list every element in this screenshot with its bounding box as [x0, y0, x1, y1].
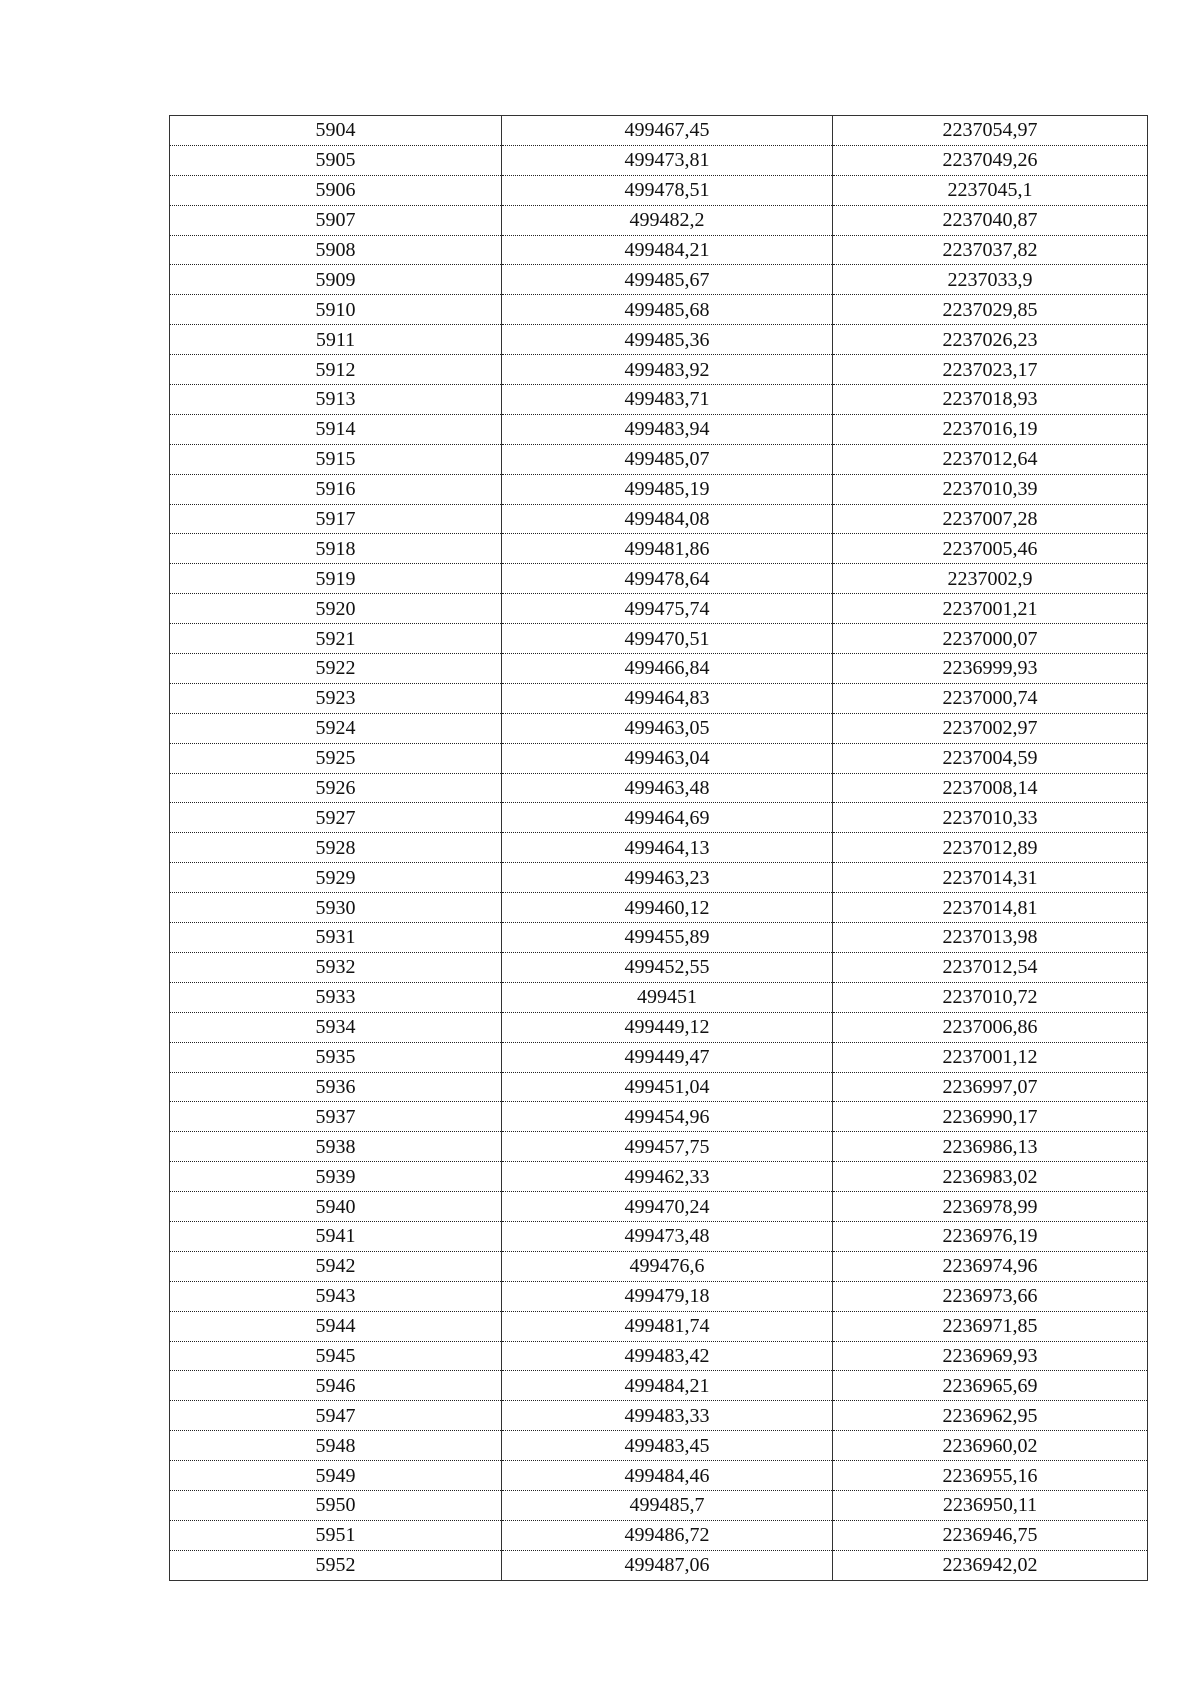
point-number-cell: 5951 [170, 1520, 502, 1550]
table-row [170, 803, 1148, 833]
point-number-cell: 5937 [170, 1102, 502, 1132]
y-coordinate-cell: 2237007,28 [833, 504, 1148, 534]
y-coordinate-cell: 2237016,19 [833, 414, 1148, 444]
y-coordinate-cell: 2237045,1 [833, 175, 1148, 205]
table-row [170, 654, 1148, 684]
point-number-cell: 5947 [170, 1401, 502, 1431]
point-number-cell: 5908 [170, 235, 502, 265]
x-coordinate-cell: 499449,12 [502, 1012, 833, 1042]
point-number-cell: 5919 [170, 564, 502, 594]
point-number-cell: 5938 [170, 1132, 502, 1162]
y-coordinate-cell: 2236955,16 [833, 1461, 1148, 1491]
table-row [170, 923, 1148, 953]
y-coordinate-cell: 2237002,9 [833, 564, 1148, 594]
point-number-cell: 5929 [170, 863, 502, 893]
table-row [170, 205, 1148, 235]
table-row [170, 444, 1148, 474]
table-row [170, 1431, 1148, 1461]
y-coordinate-cell: 2236942,02 [833, 1550, 1148, 1580]
table-row [170, 1192, 1148, 1222]
y-coordinate-cell: 2237049,26 [833, 145, 1148, 175]
point-number-cell: 5945 [170, 1341, 502, 1371]
point-number-cell: 5949 [170, 1461, 502, 1491]
x-coordinate-cell: 499467,45 [502, 116, 833, 146]
table-row [170, 295, 1148, 325]
table-row [170, 1251, 1148, 1281]
y-coordinate-cell: 2236971,85 [833, 1311, 1148, 1341]
y-coordinate-cell: 2237037,82 [833, 235, 1148, 265]
y-coordinate-cell: 2236999,93 [833, 654, 1148, 684]
x-coordinate-cell: 499482,2 [502, 205, 833, 235]
table-row [170, 235, 1148, 265]
point-number-cell: 5913 [170, 385, 502, 415]
point-number-cell: 5921 [170, 624, 502, 654]
x-coordinate-cell: 499481,74 [502, 1311, 833, 1341]
table-row [170, 1012, 1148, 1042]
point-number-cell: 5946 [170, 1371, 502, 1401]
x-coordinate-cell: 499483,45 [502, 1431, 833, 1461]
y-coordinate-cell: 2236969,93 [833, 1341, 1148, 1371]
x-coordinate-cell: 499473,48 [502, 1221, 833, 1251]
table-row [170, 385, 1148, 415]
point-number-cell: 5911 [170, 325, 502, 355]
x-coordinate-cell: 499470,51 [502, 624, 833, 654]
point-number-cell: 5925 [170, 743, 502, 773]
x-coordinate-cell: 499485,7 [502, 1490, 833, 1520]
x-coordinate-cell: 499485,36 [502, 325, 833, 355]
point-number-cell: 5904 [170, 116, 502, 146]
table-row [170, 175, 1148, 205]
x-coordinate-cell: 499466,84 [502, 654, 833, 684]
table-row [170, 683, 1148, 713]
table-row [170, 355, 1148, 385]
table-row [170, 1490, 1148, 1520]
point-number-cell: 5910 [170, 295, 502, 325]
x-coordinate-cell: 499483,42 [502, 1341, 833, 1371]
table-row [170, 504, 1148, 534]
y-coordinate-cell: 2236962,95 [833, 1401, 1148, 1431]
y-coordinate-cell: 2237004,59 [833, 743, 1148, 773]
table-row [170, 1461, 1148, 1491]
y-coordinate-cell: 2237005,46 [833, 534, 1148, 564]
x-coordinate-cell: 499481,86 [502, 534, 833, 564]
x-coordinate-cell: 499484,21 [502, 1371, 833, 1401]
table-row [170, 1042, 1148, 1072]
table-row [170, 833, 1148, 863]
y-coordinate-cell: 2237008,14 [833, 773, 1148, 803]
point-number-cell: 5918 [170, 534, 502, 564]
y-coordinate-cell: 2237000,74 [833, 683, 1148, 713]
point-number-cell: 5922 [170, 654, 502, 684]
x-coordinate-cell: 499484,46 [502, 1461, 833, 1491]
point-number-cell: 5924 [170, 713, 502, 743]
table-row [170, 1102, 1148, 1132]
point-number-cell: 5930 [170, 893, 502, 923]
x-coordinate-cell: 499462,33 [502, 1162, 833, 1192]
point-number-cell: 5950 [170, 1490, 502, 1520]
point-number-cell: 5928 [170, 833, 502, 863]
y-coordinate-cell: 2236946,75 [833, 1520, 1148, 1550]
y-coordinate-cell: 2237033,9 [833, 265, 1148, 295]
table-row [170, 145, 1148, 175]
x-coordinate-cell: 499483,71 [502, 385, 833, 415]
x-coordinate-cell: 499478,64 [502, 564, 833, 594]
x-coordinate-cell: 499483,94 [502, 414, 833, 444]
table-row [170, 1520, 1148, 1550]
point-number-cell: 5935 [170, 1042, 502, 1072]
table-row [170, 713, 1148, 743]
table-row [170, 1311, 1148, 1341]
y-coordinate-cell: 2236974,96 [833, 1251, 1148, 1281]
table-row [170, 982, 1148, 1012]
point-number-cell: 5920 [170, 594, 502, 624]
x-coordinate-cell: 499463,05 [502, 713, 833, 743]
x-coordinate-cell: 499483,92 [502, 355, 833, 385]
point-number-cell: 5905 [170, 145, 502, 175]
point-number-cell: 5941 [170, 1221, 502, 1251]
x-coordinate-cell: 499451 [502, 982, 833, 1012]
x-coordinate-cell: 499485,68 [502, 295, 833, 325]
x-coordinate-cell: 499452,55 [502, 952, 833, 982]
point-number-cell: 5927 [170, 803, 502, 833]
table-row [170, 564, 1148, 594]
table-row [170, 863, 1148, 893]
x-coordinate-cell: 499486,72 [502, 1520, 833, 1550]
x-coordinate-cell: 499464,83 [502, 683, 833, 713]
y-coordinate-cell: 2236976,19 [833, 1221, 1148, 1251]
table-row [170, 773, 1148, 803]
x-coordinate-cell: 499485,67 [502, 265, 833, 295]
point-number-cell: 5915 [170, 444, 502, 474]
y-coordinate-cell: 2237040,87 [833, 205, 1148, 235]
y-coordinate-cell: 2237013,98 [833, 923, 1148, 953]
x-coordinate-cell: 499457,75 [502, 1132, 833, 1162]
y-coordinate-cell: 2236973,66 [833, 1281, 1148, 1311]
table-row [170, 1341, 1148, 1371]
coordinates-table [169, 115, 1148, 1581]
point-number-cell: 5942 [170, 1251, 502, 1281]
y-coordinate-cell: 2237012,64 [833, 444, 1148, 474]
y-coordinate-cell: 2237006,86 [833, 1012, 1148, 1042]
y-coordinate-cell: 2237054,97 [833, 116, 1148, 146]
y-coordinate-cell: 2236965,69 [833, 1371, 1148, 1401]
y-coordinate-cell: 2237014,31 [833, 863, 1148, 893]
point-number-cell: 5931 [170, 923, 502, 953]
y-coordinate-cell: 2237023,17 [833, 355, 1148, 385]
point-number-cell: 5944 [170, 1311, 502, 1341]
y-coordinate-cell: 2236960,02 [833, 1431, 1148, 1461]
x-coordinate-cell: 499485,07 [502, 444, 833, 474]
x-coordinate-cell: 499451,04 [502, 1072, 833, 1102]
x-coordinate-cell: 499464,69 [502, 803, 833, 833]
point-number-cell: 5912 [170, 355, 502, 385]
x-coordinate-cell: 499470,24 [502, 1192, 833, 1222]
y-coordinate-cell: 2237001,12 [833, 1042, 1148, 1072]
x-coordinate-cell: 499455,89 [502, 923, 833, 953]
table-row [170, 1371, 1148, 1401]
table-row [170, 414, 1148, 444]
y-coordinate-cell: 2237026,23 [833, 325, 1148, 355]
table-row [170, 325, 1148, 355]
point-number-cell: 5939 [170, 1162, 502, 1192]
point-number-cell: 5914 [170, 414, 502, 444]
y-coordinate-cell: 2237010,33 [833, 803, 1148, 833]
x-coordinate-cell: 499476,6 [502, 1251, 833, 1281]
y-coordinate-cell: 2236986,13 [833, 1132, 1148, 1162]
point-number-cell: 5934 [170, 1012, 502, 1042]
point-number-cell: 5917 [170, 504, 502, 534]
y-coordinate-cell: 2237010,39 [833, 474, 1148, 504]
x-coordinate-cell: 499475,74 [502, 594, 833, 624]
x-coordinate-cell: 499483,33 [502, 1401, 833, 1431]
y-coordinate-cell: 2236950,11 [833, 1490, 1148, 1520]
x-coordinate-cell: 499485,19 [502, 474, 833, 504]
x-coordinate-cell: 499479,18 [502, 1281, 833, 1311]
x-coordinate-cell: 499484,08 [502, 504, 833, 534]
x-coordinate-cell: 499463,48 [502, 773, 833, 803]
point-number-cell: 5923 [170, 683, 502, 713]
y-coordinate-cell: 2236997,07 [833, 1072, 1148, 1102]
y-coordinate-cell: 2237012,54 [833, 952, 1148, 982]
y-coordinate-cell: 2236983,02 [833, 1162, 1148, 1192]
table-row [170, 1221, 1148, 1251]
x-coordinate-cell: 499487,06 [502, 1550, 833, 1580]
y-coordinate-cell: 2237018,93 [833, 385, 1148, 415]
y-coordinate-cell: 2236990,17 [833, 1102, 1148, 1132]
point-number-cell: 5907 [170, 205, 502, 235]
x-coordinate-cell: 499463,23 [502, 863, 833, 893]
table-row [170, 1401, 1148, 1431]
x-coordinate-cell: 499463,04 [502, 743, 833, 773]
point-number-cell: 5943 [170, 1281, 502, 1311]
x-coordinate-cell: 499464,13 [502, 833, 833, 863]
point-number-cell: 5936 [170, 1072, 502, 1102]
table-row [170, 594, 1148, 624]
y-coordinate-cell: 2237002,97 [833, 713, 1148, 743]
table-row [170, 893, 1148, 923]
x-coordinate-cell: 499484,21 [502, 235, 833, 265]
y-coordinate-cell: 2237010,72 [833, 982, 1148, 1012]
table-row [170, 1281, 1148, 1311]
table-row [170, 1162, 1148, 1192]
point-number-cell: 5940 [170, 1192, 502, 1222]
x-coordinate-cell: 499454,96 [502, 1102, 833, 1132]
table-row [170, 1072, 1148, 1102]
x-coordinate-cell: 499473,81 [502, 145, 833, 175]
table-row [170, 743, 1148, 773]
table-row [170, 1550, 1148, 1580]
coordinates-table-body [170, 116, 1148, 1581]
table-row [170, 116, 1148, 146]
point-number-cell: 5906 [170, 175, 502, 205]
table-row [170, 1132, 1148, 1162]
x-coordinate-cell: 499449,47 [502, 1042, 833, 1072]
point-number-cell: 5909 [170, 265, 502, 295]
point-number-cell: 5952 [170, 1550, 502, 1580]
x-coordinate-cell: 499460,12 [502, 893, 833, 923]
point-number-cell: 5916 [170, 474, 502, 504]
y-coordinate-cell: 2236978,99 [833, 1192, 1148, 1222]
y-coordinate-cell: 2237001,21 [833, 594, 1148, 624]
y-coordinate-cell: 2237029,85 [833, 295, 1148, 325]
x-coordinate-cell: 499478,51 [502, 175, 833, 205]
y-coordinate-cell: 2237012,89 [833, 833, 1148, 863]
y-coordinate-cell: 2237014,81 [833, 893, 1148, 923]
point-number-cell: 5948 [170, 1431, 502, 1461]
table-row [170, 624, 1148, 654]
point-number-cell: 5933 [170, 982, 502, 1012]
y-coordinate-cell: 2237000,07 [833, 624, 1148, 654]
table-row [170, 952, 1148, 982]
table-row [170, 265, 1148, 295]
table-row [170, 474, 1148, 504]
point-number-cell: 5926 [170, 773, 502, 803]
point-number-cell: 5932 [170, 952, 502, 982]
table-row [170, 534, 1148, 564]
